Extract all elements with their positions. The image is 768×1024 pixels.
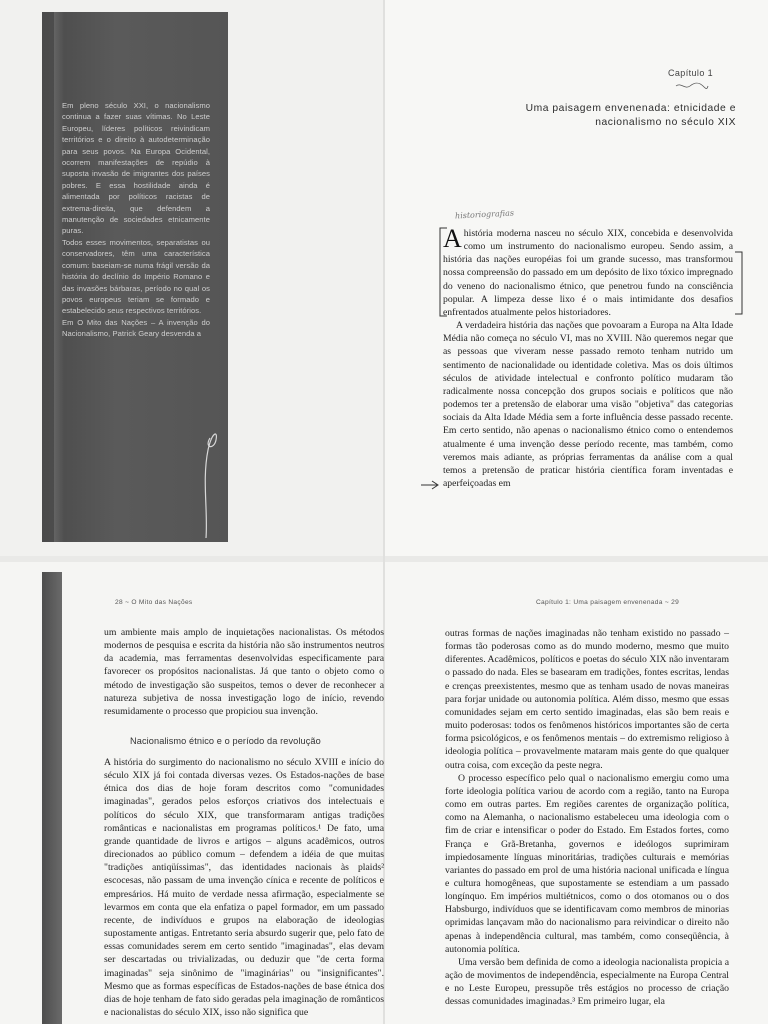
flap-text [62, 100, 210, 340]
chapter-title-line: nacionalismo no século XIX [595, 117, 736, 128]
running-header: 28 ~ O Mito das Nações [115, 599, 193, 606]
running-header: Capítulo 1: Uma paisagem envenenada ~ 29 [536, 599, 680, 606]
body-paragraph: um ambiente mais amplo de inquietações nacionalistas. Os métodos modernos de pesquisa e escrita da história não são instrumentos neutros da academia, mas ferramentas desenvolvidas especificamente para favorecer os propósitos nacionalistas. Já que tanto o objeto como o método de investigação são suspeitos, temos o dever de reconhecer a natureza subjetiva de nossa investigação logo de início, revendo resumidamente o processo que propiciou sua invenção. [104, 627, 384, 717]
opening-paragraph-text: história moderna nasceu no século XIX, concebida e desenvolvida como um instrumento do nacionalismo europeu. Sendo assim, a história das nações européias foi um grande sucesso, mas transformou nossa compreensão do passado em um depósito de lixo tóxico impregnado do veneno do nacionalismo étnico, que penetrou fundo na consciência popular. A limpeza desse lixo é o mais intimidante dos desafios enfrentados atualmente pelos historiadores. [443, 228, 733, 318]
handwritten-note: historiografias [454, 208, 515, 221]
page-28-text-continued [104, 756, 384, 1019]
margin-bracket-mark [734, 250, 744, 316]
cover-flap-edge [42, 572, 62, 1024]
chapter-ornament-icon [675, 82, 709, 90]
body-paragraph: outras formas de nações imaginadas não tenham existido no passado – formas tão poderosas como as do mundo moderno, mesmo que muito diferentes. Acadêmicos, políticos e poetas do século XIX não inventaram o passado do nada. Eles se basearam em tradições, fontes escritas, lendas e crenças preexistentes, mesmo que as tenham usado de novas maneiras para forjar unidade ou autonomia política. Além disso, mesmo que essas comunidades sejam em certo sentido imaginadas, elas são bem reais e muito poderosas: todos os fenômenos históricos importantes são de certa forma psicológicos, e os fenômenos mentais – do extremismo religioso à ideologia política – provavelmente mataram mais gente do que qualquer outra coisa, com exceção da peste negra. [445, 628, 729, 771]
margin-arrow-icon [420, 480, 440, 490]
chapter-title-line: Uma paisagem envenenada: etnicidade e [525, 103, 736, 114]
flap-paragraph: Em pleno século XXI, o nacionalismo continua a fazer suas vítimas. No Leste Europeu, líderes políticos reivindicam territórios e o direito à autodeterminação para seus povos. Na Europa Ocidental, ocorrem manifestações de repúdio à suposta invasão de imigrantes dos países pobres. E essa hostilidade ainda é alimentada por políticos racistas de extrema-direita, que defendem a manutenção de sociedades etnicamente puras. [62, 101, 210, 236]
opening-paragraph [443, 224, 733, 319]
chapter-title [466, 102, 736, 130]
page-28-text [104, 626, 384, 718]
section-title: Nacionalismo étnico e o período da revolução [130, 736, 321, 746]
chapter-label: Capítulo 1 [668, 68, 714, 78]
body-paragraph: A história do surgimento do nacionalismo no século XVIII e início do século XIX já foi contada diversas vezes. Os Estados-nações de base étnica dos dias de hoje foram descritos como "comunidades imaginadas", gerados pelos esforços criativos dos intelectuais e políticos do século XIX, que transformaram antigas tradições românticas e nacionalistas em programas políticos.¹ De fato, uma grande quantidade de livros e artigos – alguns acadêmicos, outros direcionados ao público comum – defendem a idéia de que muitas "tradições antiqüíssimas", das identidades nacionais às plaids² escocesas, não passam de uma invenção cínica e recente de políticos e empresários. Há muito de verdade nessa afirmação, especialmente se levarmos em conta que ela enfatiza o papel formador, em um passado recente, de indivíduos e grupos na elaboração de ideologias supostamente antigas. Entretanto seria absurdo sugerir que, pelo fato de essas comunidades serem em certo sentido "imaginadas", elas devam ser descartadas ou trivializadas, ou deduzir que "de certa forma imaginadas" seja sinônimo de "imaginárias" ou "insignificantes". Mesmo que as formas específicas de Estados-nações de base étnica dos dias de hoje tenham de fato sido geradas pela imaginação de românticos e nacionalistas do século XIX, isso não significa que [104, 757, 384, 1018]
flap-paragraph: Todos esses movimentos, separatistas ou conservadores, têm uma característica comum: baseiam-se numa frágil versão da história do declínio do Império Romano e das invasões bárbaras, período no qual os povos europeus teriam se formado e estabelecido seus respectivos territórios. [62, 237, 210, 316]
body-paragraph: Uma versão bem definida de como a ideologia nacionalista propicia a ação de movimentos de independência, especialmente na Europa Central e no Leste Europeu, pressupõe três estágios no processo de criação dessas comunidades imaginadas.³ Em primeiro lugar, ela [445, 956, 729, 1008]
body-paragraph: A verdadeira história das nações que povoaram a Europa na Alta Idade Média não começa no século VI, mas no XVIII. Não queremos negar que as pessoas que viveram nesse passado remoto tenham nutrido um sentimento de nacionalidade ou identidade coletiva. Mas os dois últimos séculos de atividade intelectual e confronto político mudaram tão radicalmente nossa concepção dos grupos sociais e políticos que não podemos ter a pretensão de elaborar uma visão "objetiva" das categorias sociais da Alta Idade Média sem a forte influência desse passado recente. Em certo sentido, não apenas o nacionalismo étnico como o entendemos atualmente é uma invenção desse período recente, mas também, como veremos mais adiante, as próprias ferramentas da análise com a qual temos a pretensão de praticar história científica foram inventadas e aperfeiçoadas em [443, 320, 733, 489]
drop-cap: A [443, 224, 462, 253]
margin-bracket-mark [438, 226, 448, 318]
page-29-text [445, 627, 729, 1009]
body-paragraph: O processo específico pelo qual o nacionalismo emergiu como uma forte ideologia política variou de acordo com a região, tanto na Europa como em outras partes. Em regiões carentes de organização política, como na Alemanha, o nacionalismo estabeleceu uma ideologia com o fim de criar e intensificar o poder do Estado. Em Estados fortes, como França e Grã-Bretanha, governos e ideólogos suprimiram impiedosamente línguas minoritárias, tradições culturais e memórias variantes do passado em prol de uma história nacional unificada e língua e cultura homogêneas, que supostamente se estendiam a um passado longínquo. Em impérios multiétnicos, como o dos otomanos ou o dos Habsburgo, indivíduos que se identificavam como membros de minorias oprimidas lançavam mão do nacionalismo para reivindicar o direito não apenas à independência cultural, mas também, como conseqüência, à autonomia política. [445, 772, 729, 955]
flap-paragraph: Em O Mito das Nações – A invenção do Nacionalismo, Patrick Geary desvenda a [62, 317, 210, 339]
chapter-opening-text [443, 224, 733, 490]
flourish-ornament-icon [186, 420, 226, 540]
